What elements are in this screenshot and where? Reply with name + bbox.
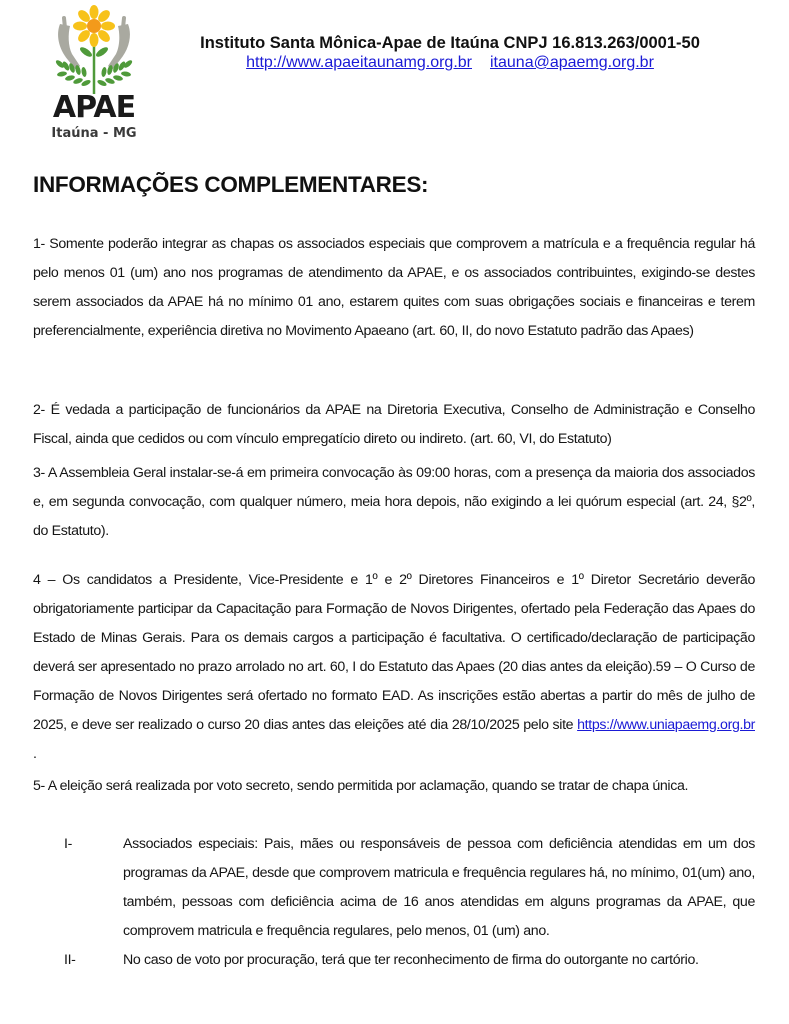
email-link[interactable]: itauna@apaemg.org.br (490, 54, 654, 71)
item-4-paragraph (33, 566, 755, 769)
item-5-paragraph: 5- A eleição será realizada por voto secreto, sendo permitida por aclamação, quando se tratar de chapa única. (33, 778, 689, 794)
sublist-item-text: No caso de voto por procuração, terá que ter reconhecimento de firma do outorgante no cartório. (123, 952, 699, 968)
item-2-paragraph: 2- É vedada a participação de funcionários da APAE na Diretoria Executiva, Conselho de Administração e Conselho Fiscal, ainda que cedidos ou com vínculo empregatício direto ou indireto. (art. 60, VI, do Estatuto) (33, 402, 755, 447)
item-4-text: 4 – Os candidatos a Presidente, Vice-Presidente e 1º e 2º Diretores Financeiros e 1º Diretor Secretário deverão obrigatoriamente participar da Capacitação para Formação de Novos Dirigentes, ofertado pela Federação das Apaes do Estado de Minas Gerais. Para os demais cargos a participação é facultativa. O certificado/declaração de participação deverá ser apresentado no prazo arrolado no art. 60, I do Estatuto das Apaes (20 dias antes da eleição).59 – O Curso de Formação de Novos Dirigentes será ofertado no formato EAD. As inscrições estão abertas a partir do mês de julho de 2025, e deve ser realizado o curso 20 dias antes das eleições até dia 28/10/2025 pelo site (33, 572, 755, 733)
sublist-item-i (33, 830, 755, 946)
uniapaemg-link[interactable]: https://www.uniapaemg.org.br (577, 717, 755, 733)
sublist-item-ii (33, 946, 755, 975)
letterhead (150, 33, 750, 73)
page-title: INFORMAÇÕES COMPLEMENTARES: (33, 172, 429, 197)
item-5-sublist (33, 830, 755, 975)
sublist-item-text: Associados especiais: Pais, mães ou responsáveis de pessoa com deficiência atendidas em um dos programas da APAE, desde que comprovem matricula e frequência regulares há, no mínimo, 01(um) ano, também, pessoas com deficiência acima de 16 anos atendidas em alguns programas da APAE, que comprovem matricula e frequência regulares, pelo menos, 01 (um) ano. (123, 836, 755, 939)
institution-title: Instituto Santa Mônica-Apae de Itaúna CNPJ 16.813.263/0001-50 (200, 34, 700, 52)
apae-logo (46, 4, 142, 150)
roman-numeral: II- (64, 952, 76, 968)
logo-name: APAE (52, 90, 136, 125)
contact-links (150, 53, 750, 73)
roman-numeral: I- (64, 836, 72, 852)
website-link[interactable]: http://www.apaeitaunamg.org.br (246, 54, 472, 71)
item-4-suffix: . (33, 746, 37, 762)
item-1-paragraph: 1- Somente poderão integrar as chapas os associados especiais que comprovem a matrícula e a frequência regular há pelo menos 01 (um) ano nos programas de atendimento da APAE, e os associados contribuintes, exigindo-se destes serem associados da APAE há no mínimo 01 ano, estarem quites com suas obrigações sociais e financeiras e terem preferencialmente, experiência diretiva no Movimento Apaeano (art. 60, II, do novo Estatuto padrão das Apaes) (33, 236, 755, 339)
logo-city: Itaúna - MG (51, 126, 137, 141)
item-3-paragraph: 3- A Assembleia Geral instalar-se-á em primeira convocação às 09:00 horas, com a presença da maioria dos associados e, em segunda convocação, com qualquer número, meia hora depois, não exigindo a lei quórum especial (art. 24, §2º, do Estatuto). (33, 465, 755, 539)
apae-flower-hands-icon (46, 4, 142, 94)
